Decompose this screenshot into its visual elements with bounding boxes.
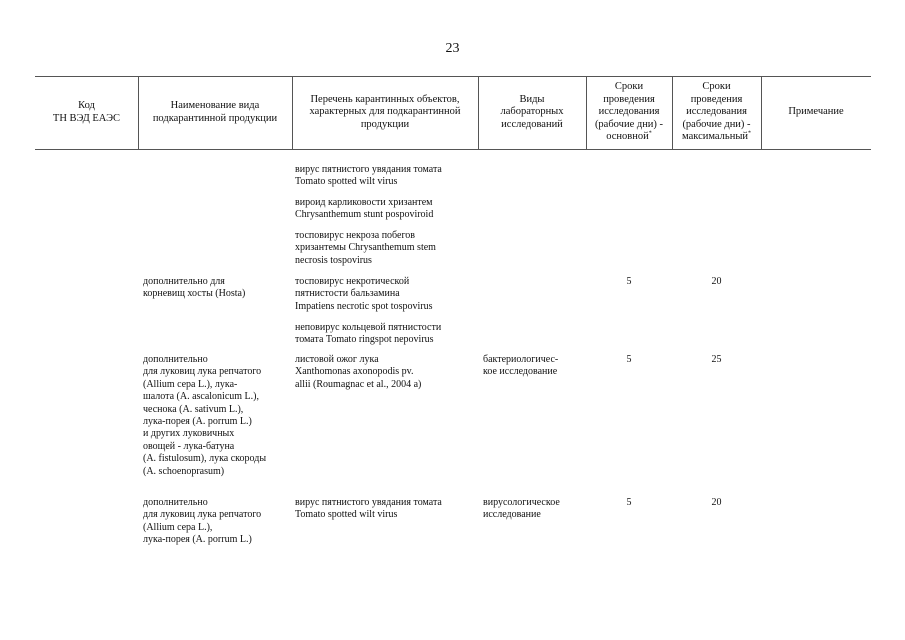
- header-term-max: [672, 76, 761, 149]
- header-lab-studies: Виды лабораторных исследований: [500, 93, 564, 130]
- product-name: дополнительно для луковиц лука репчатого (Allium cepa L.), лука-порея (A. porrum L.): [143, 497, 262, 546]
- product-name: дополнительно для луковиц лука репчатого (Allium cepa L.), лука- шалота (A. ascalonicum L.), чеснока (A. sativum L.), лука-порея (A. porrum L.) и других луковичных овощей - лука-батуна (A. fistulosum), лука скороды (A. schoenoprasum): [143, 354, 267, 477]
- quarantine-object: тосповирус некротической пятнистости бальзамина Impatiens necrotic spot tospovirus: [295, 276, 433, 312]
- header-term-main-text: Сроки проведения исследования (рабочие дни) - основной: [594, 81, 664, 143]
- quarantine-object: вирус пятнистого увядания томата Tomato spotted wilt virus: [295, 497, 442, 521]
- quarantine-object: вирус пятнистого увядания томата Tomato spotted wilt virus: [295, 164, 442, 188]
- page-number: 23: [445, 41, 460, 56]
- quarantine-object: тосповирус некроза побегов хризантемы Chrysanthemum stem necrosis tospovirus: [295, 230, 436, 266]
- term-main: 5: [626, 497, 632, 508]
- header-term-max-text: Сроки проведения исследования (рабочие дни) - максимальный: [682, 81, 751, 143]
- product-name: дополнительно для корневищ хосты (Hosta): [143, 276, 246, 300]
- lab-study: бактериологичес- кое исследование: [483, 354, 559, 378]
- footnote-mark: *: [648, 130, 652, 137]
- quarantine-object: вироид карликовости хризантем Chrysanthemum stunt pospoviroid: [295, 197, 434, 221]
- header-term-main: [586, 76, 672, 149]
- term-max: 25: [711, 354, 722, 365]
- quarantine-object: неповирус кольцевой пятнистости томата Tomato ringspot nepovirus: [295, 322, 442, 346]
- term-max: 20: [711, 497, 722, 508]
- term-main: 5: [626, 354, 632, 365]
- footnote-mark: *: [748, 130, 751, 137]
- header-quarantine-objects: Перечень карантинных объектов, характерных для подкарантинной продукции: [309, 93, 461, 130]
- header-bottom-rule: [35, 149, 871, 150]
- term-main: 5: [626, 276, 632, 287]
- lab-study: вирусологическое исследование: [483, 497, 560, 521]
- header-note: Примечание: [788, 106, 844, 118]
- quarantine-object: листовой ожог лука Xanthomonas axonopodis pv. allii (Roumagnac et al., 2004 a): [295, 354, 422, 390]
- header-product: Наименование вида подкарантинной продукции: [152, 100, 278, 124]
- header-code: Код ТН ВЭД ЕАЭС: [52, 100, 121, 124]
- term-max: 20: [711, 276, 722, 287]
